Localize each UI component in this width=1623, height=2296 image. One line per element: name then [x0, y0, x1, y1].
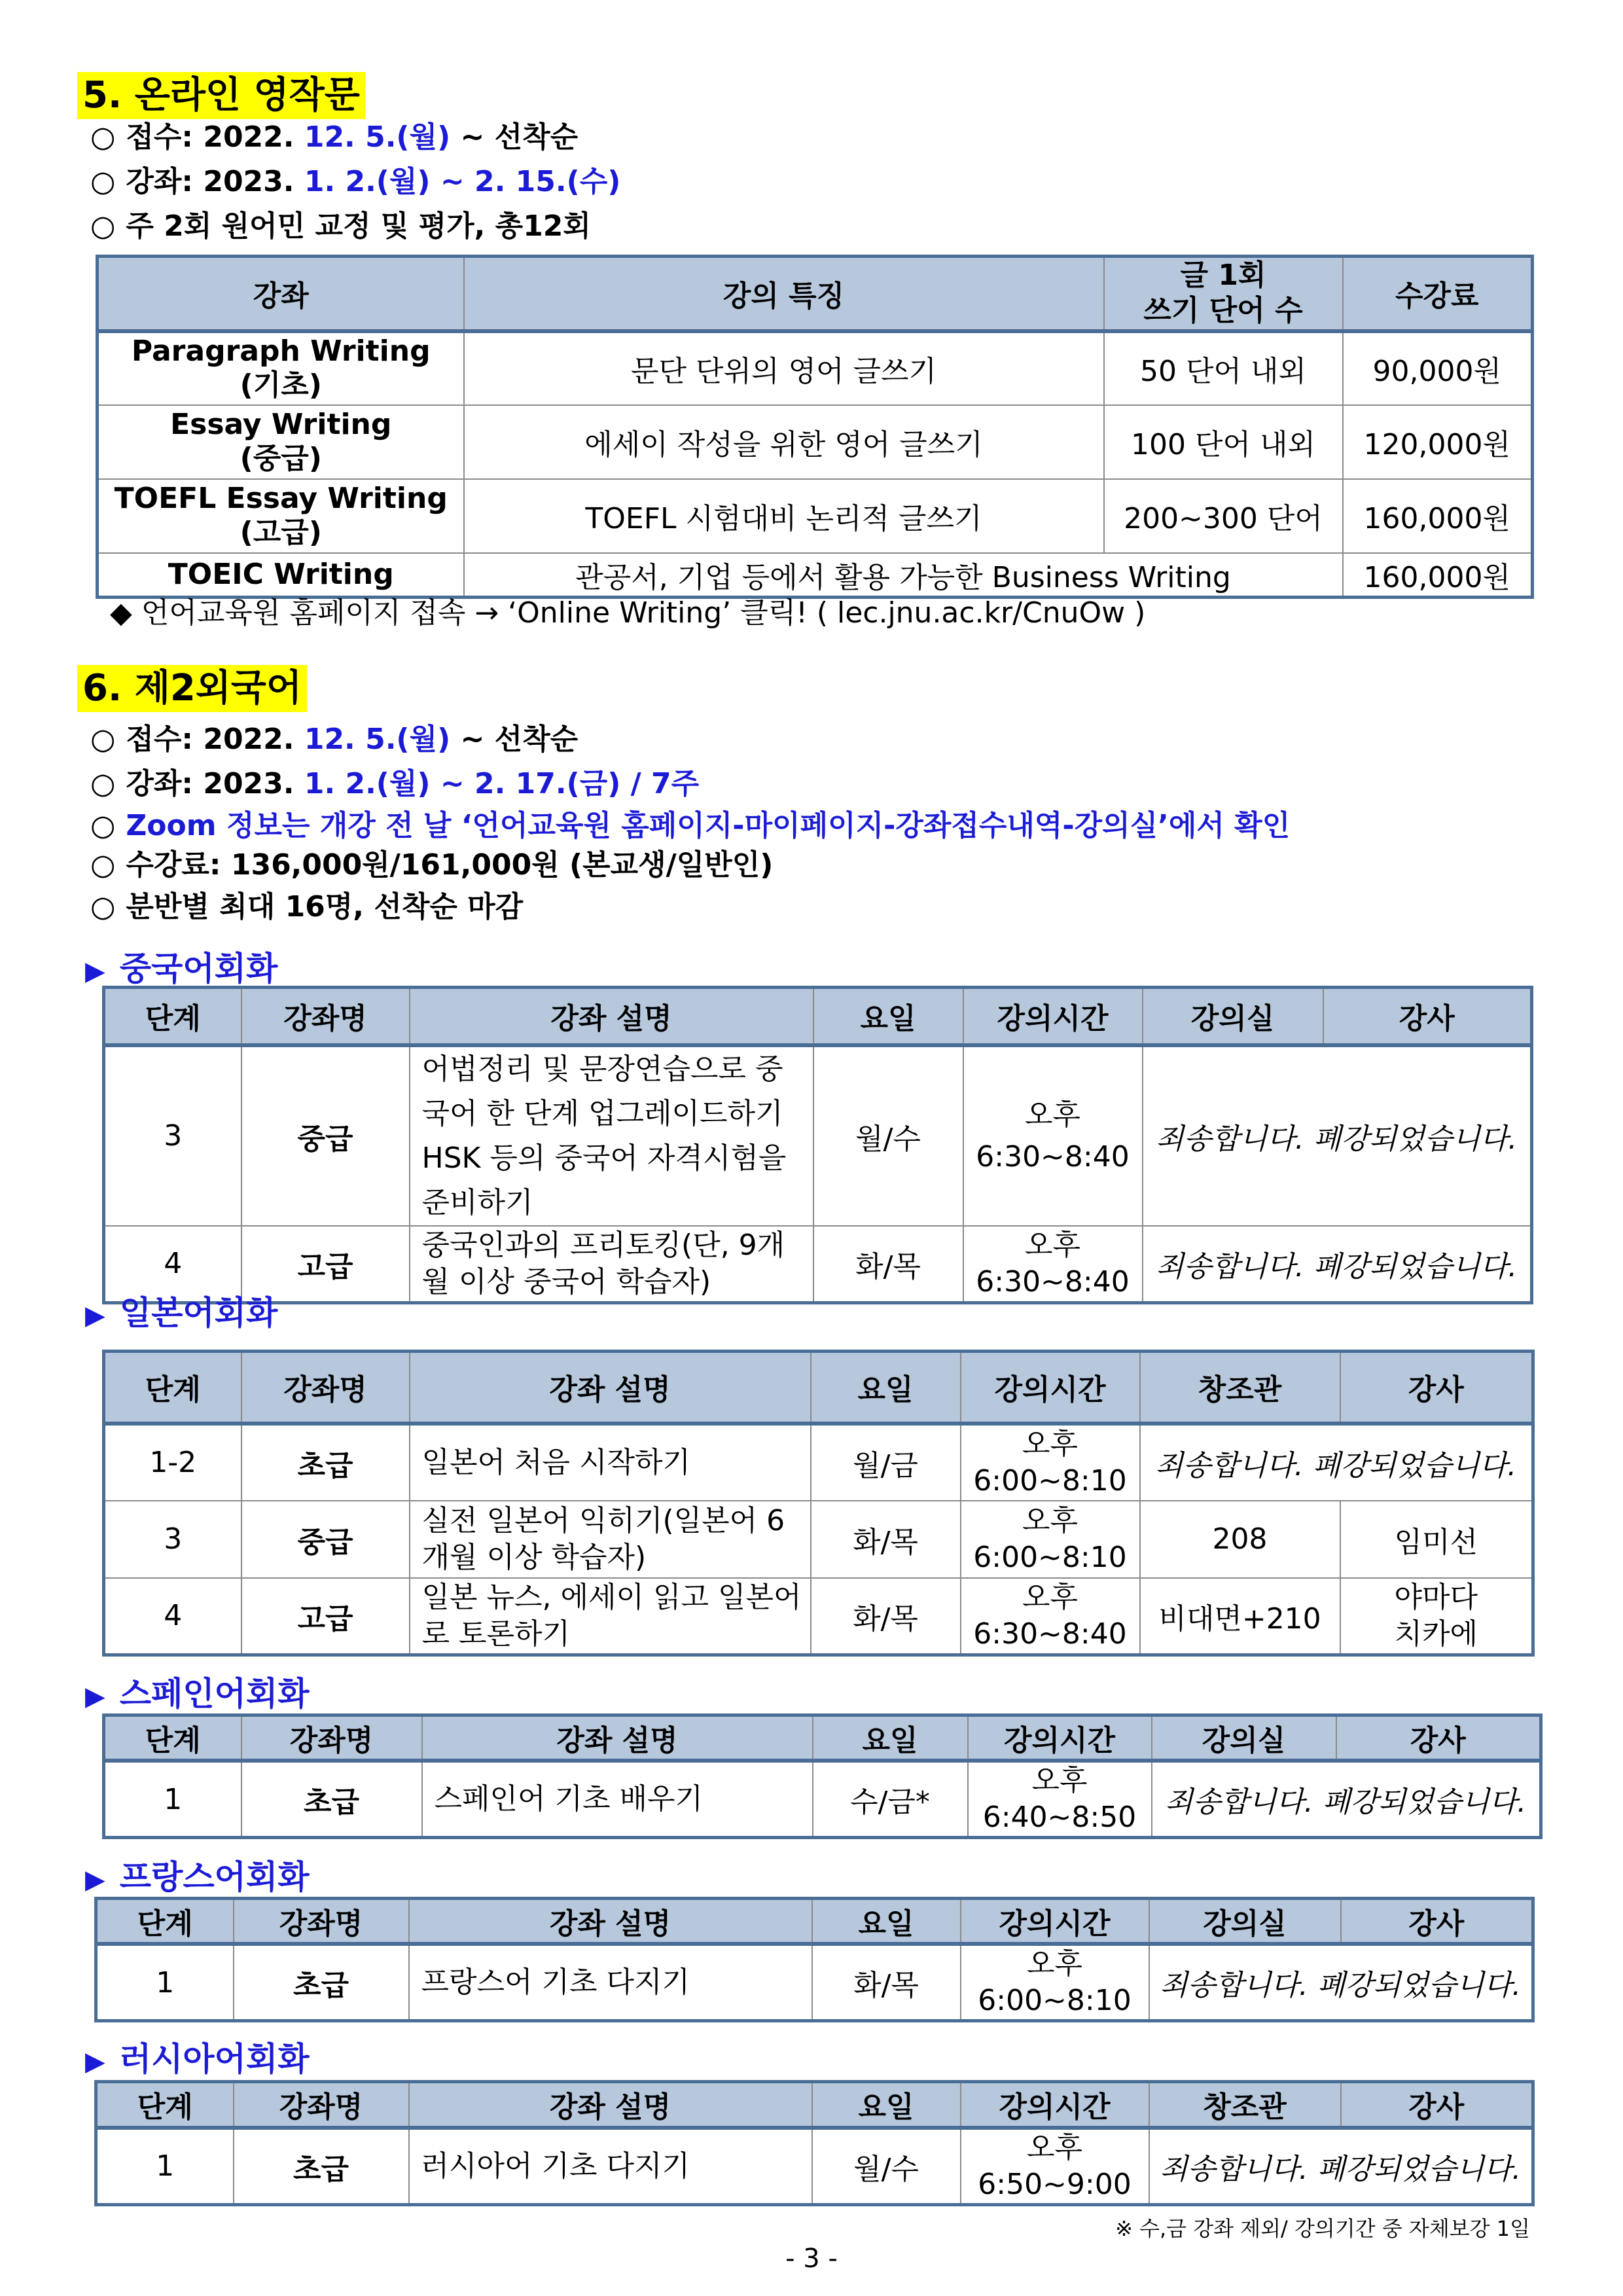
col-header: 강사 — [1341, 2082, 1533, 2128]
col-header-feature: 강의 특징 — [464, 257, 1104, 331]
chinese-heading: ▶ 중국어회화 — [85, 950, 278, 988]
table-row — [104, 1424, 1533, 1501]
japanese-table — [102, 1350, 1535, 1657]
french-heading: ▶ 프랑스어회화 — [85, 1858, 310, 1896]
col-header: 강좌명 — [241, 1352, 410, 1424]
section-5-title: 5. 온라인 영작문 — [77, 72, 365, 119]
russian-table — [94, 2080, 1535, 2206]
col-header: 강사 — [1336, 1715, 1541, 1761]
table-row — [104, 1578, 1533, 1655]
japanese-heading: ▶ 일본어회화 — [85, 1294, 278, 1332]
col-header: 강의시간 — [961, 2082, 1149, 2128]
course-name: 초급 — [241, 1761, 422, 1838]
course-name: TOEIC Writing — [98, 553, 464, 598]
table-row — [104, 1045, 1532, 1226]
col-header: 강좌명 — [241, 988, 410, 1045]
zoom-info: ○ Zoom 정보는 개강 전 날 ‘언어교육원 홈페이지-마이페이지-강좌접수내역-강의실’에서 확인 — [90, 809, 1291, 842]
spanish-table — [102, 1713, 1543, 1839]
day: 월/금 — [811, 1424, 961, 1501]
col-header: 단계 — [96, 2082, 234, 2128]
instructor: 임미선 — [1340, 1501, 1533, 1578]
section-6-title: 6. 제2외국어 — [77, 665, 307, 712]
col-header: 강의실 — [1152, 1715, 1336, 1761]
col-header: 강의시간 — [961, 1352, 1140, 1424]
word-count: 200~300 단어 — [1104, 479, 1343, 553]
time: 오후 6:30~8:40 — [963, 1226, 1143, 1303]
col-header: 강좌명 — [241, 1715, 422, 1761]
instructor: 야마다 치카에 — [1340, 1578, 1533, 1655]
col-header: 창조관 — [1140, 1352, 1340, 1424]
day: 화/목 — [813, 1226, 963, 1303]
schedule-info: ○ 주 2회 원어민 교정 및 평가, 총12회 — [90, 209, 591, 243]
level: 1 — [96, 2128, 234, 2205]
writing-table — [96, 255, 1534, 599]
table-row — [98, 479, 1533, 553]
time: 오후 6:30~8:40 — [963, 1045, 1143, 1226]
day: 화/목 — [812, 1944, 961, 2021]
time: 오후 6:50~9:00 — [961, 2128, 1149, 2205]
cancelled-note: 죄송합니다. 폐강되었습니다. — [1143, 1226, 1532, 1303]
level: 1 — [96, 1944, 234, 2021]
course-desc: 러시아어 기초 다지기 — [409, 2128, 812, 2205]
col-header: 강좌 설명 — [422, 1715, 813, 1761]
level: 1-2 — [104, 1424, 241, 1501]
col-header: 단계 — [104, 1715, 241, 1761]
cancelled-note: 죄송합니다. 폐강되었습니다. — [1140, 1424, 1533, 1501]
section-5-bullets — [90, 115, 620, 249]
triangle-icon: ▶ — [85, 956, 105, 986]
reg-period: ○ 접수: 2022. 12. 5.(월) ~ 선착순 — [90, 120, 579, 154]
course-desc: 어법정리 및 문장연습으로 중국어 한 단계 업그레이드하기 HSK 등의 중국어 자격시험을 준비하기 — [410, 1045, 813, 1226]
triangle-icon: ▶ — [85, 1865, 105, 1895]
col-header: 강좌 설명 — [409, 2082, 812, 2128]
word-count: 100 단어 내외 — [1104, 405, 1343, 479]
course-feature: 에세이 작성을 위한 영어 글쓰기 — [464, 405, 1104, 479]
course-name: Essay Writing (중급) — [98, 405, 464, 479]
col-header: 단계 — [104, 988, 241, 1045]
triangle-icon: ▶ — [85, 2047, 105, 2077]
course-desc: 일본어 처음 시작하기 — [410, 1424, 811, 1501]
course-name: 중급 — [241, 1501, 410, 1578]
time: 오후 6:40~8:50 — [968, 1761, 1152, 1838]
col-header: 강좌명 — [234, 2082, 409, 2128]
level: 3 — [104, 1045, 241, 1226]
word-count: 50 단어 내외 — [1104, 331, 1343, 405]
col-header: 강좌 설명 — [410, 988, 813, 1045]
col-header: 강의시간 — [963, 988, 1143, 1045]
col-header-word-count: 글 1회 쓰기 단어 수 — [1104, 257, 1343, 331]
course-name: 고급 — [241, 1578, 410, 1655]
day: 월/수 — [812, 2128, 961, 2205]
course-desc: 일본 뉴스, 에세이 읽고 일본어로 토론하기 — [410, 1578, 811, 1655]
course-period: ○ 강좌: 2023. 1. 2.(월) ~ 2. 15.(수) — [90, 165, 621, 198]
time: 오후 6:00~8:10 — [961, 1501, 1140, 1578]
course-feature: 관공서, 기업 등에서 활용 가능한 Business Writing — [464, 553, 1343, 598]
course-desc: 프랑스어 기초 다지기 — [409, 1944, 812, 2021]
triangle-icon: ▶ — [85, 1681, 105, 1712]
course-desc: 중국인과의 프리토킹(단, 9개월 이상 중국어 학습자) — [410, 1226, 813, 1303]
col-header: 요일 — [813, 1715, 968, 1761]
room: 비대면+210 — [1140, 1578, 1340, 1655]
col-header: 요일 — [812, 2082, 961, 2128]
col-header: 창조관 — [1149, 2082, 1341, 2128]
table-row — [98, 331, 1533, 405]
cancelled-note: 죄송합니다. 폐강되었습니다. — [1143, 1045, 1532, 1226]
level: 1 — [104, 1761, 241, 1838]
level: 3 — [104, 1501, 241, 1578]
col-header: 강의실 — [1143, 988, 1323, 1045]
time: 오후 6:00~8:10 — [961, 1424, 1140, 1501]
col-header: 강의실 — [1149, 1899, 1341, 1945]
day: 화/목 — [811, 1578, 961, 1655]
col-header: 강좌 설명 — [410, 1352, 811, 1424]
col-header: 요일 — [813, 988, 963, 1045]
col-header-fee: 수강료 — [1343, 257, 1533, 331]
day: 월/수 — [813, 1045, 963, 1226]
fee: 120,000원 — [1343, 405, 1533, 479]
col-header: 강의시간 — [968, 1715, 1152, 1761]
course-name: TOEFL Essay Writing (고급) — [98, 479, 464, 553]
reg-period: ○ 접수: 2022. 12. 5.(월) ~ 선착순 — [90, 723, 579, 756]
course-name: 초급 — [241, 1424, 410, 1501]
col-header: 강사 — [1340, 1352, 1533, 1424]
fee: 160,000원 — [1343, 553, 1533, 598]
col-header: 강의시간 — [961, 1899, 1149, 1945]
day: 화/목 — [811, 1501, 961, 1578]
online-writing-note: ◆ 언어교육원 홈페이지 접속 → ‘Online Writing’ 클릭! ( lec.jnu.ac.kr/CnuOw ) — [110, 596, 1146, 630]
russian-heading: ▶ 러시아어회화 — [85, 2040, 310, 2078]
cancelled-note: 죄송합니다. 폐강되었습니다. — [1152, 1761, 1541, 1838]
fee: 90,000원 — [1343, 331, 1533, 405]
course-desc: 실전 일본어 익히기(일본어 6개월 이상 학습자) — [410, 1501, 811, 1578]
col-header: 요일 — [811, 1352, 961, 1424]
time: 오후 6:00~8:10 — [961, 1944, 1149, 2021]
course-name: 초급 — [234, 2128, 409, 2205]
course-feature: 문단 단위의 영어 글쓰기 — [464, 331, 1104, 405]
table-row — [104, 1761, 1541, 1838]
french-table — [94, 1897, 1535, 2022]
table-row — [104, 1501, 1533, 1578]
table-row — [96, 2128, 1533, 2205]
course-name: 중급 — [241, 1045, 410, 1226]
course-feature: TOEFL 시험대비 논리적 글쓰기 — [464, 479, 1104, 553]
col-header-course: 강좌 — [98, 257, 464, 331]
table-row — [98, 405, 1533, 479]
col-header: 강사 — [1341, 1899, 1533, 1945]
room: 208 — [1140, 1501, 1340, 1578]
course-desc: 스페인어 기초 배우기 — [422, 1761, 813, 1838]
capacity-info: ○ 분반별 최대 16명, 선착순 마감 — [90, 890, 524, 924]
course-name: 고급 — [241, 1226, 410, 1303]
triangle-icon: ▶ — [85, 1300, 105, 1331]
col-header: 단계 — [96, 1899, 234, 1945]
course-period: ○ 강좌: 2023. 1. 2.(월) ~ 2. 17.(금) / 7주 — [90, 767, 700, 800]
cancelled-note: 죄송합니다. 폐강되었습니다. — [1149, 1944, 1533, 2021]
page-number: - 3 - — [785, 2244, 838, 2274]
table-row — [104, 1226, 1532, 1303]
time: 오후 6:30~8:40 — [961, 1578, 1140, 1655]
col-header: 강좌명 — [234, 1899, 409, 1945]
day: 수/금* — [813, 1761, 968, 1838]
level: 4 — [104, 1226, 241, 1303]
level: 4 — [104, 1578, 241, 1655]
footnote: ※ 수,금 강좌 제외/ 강의기간 중 자체보강 1일 — [1115, 2216, 1530, 2241]
col-header: 요일 — [812, 1899, 961, 1945]
spanish-heading: ▶ 스페인어회화 — [85, 1675, 310, 1713]
table-row — [96, 1944, 1533, 2021]
chinese-table — [102, 986, 1533, 1304]
col-header: 강좌 설명 — [409, 1899, 812, 1945]
col-header: 단계 — [104, 1352, 241, 1424]
course-name: 초급 — [234, 1944, 409, 2021]
fee: 160,000원 — [1343, 479, 1533, 553]
section-6-bullets — [90, 717, 1290, 929]
course-name: Paragraph Writing (기초) — [98, 331, 464, 405]
col-header: 강사 — [1323, 988, 1532, 1045]
fee-info: ○ 수강료: 136,000원/161,000원 (본교생/일반인) — [90, 848, 774, 882]
cancelled-note: 죄송합니다. 폐강되었습니다. — [1149, 2128, 1533, 2205]
